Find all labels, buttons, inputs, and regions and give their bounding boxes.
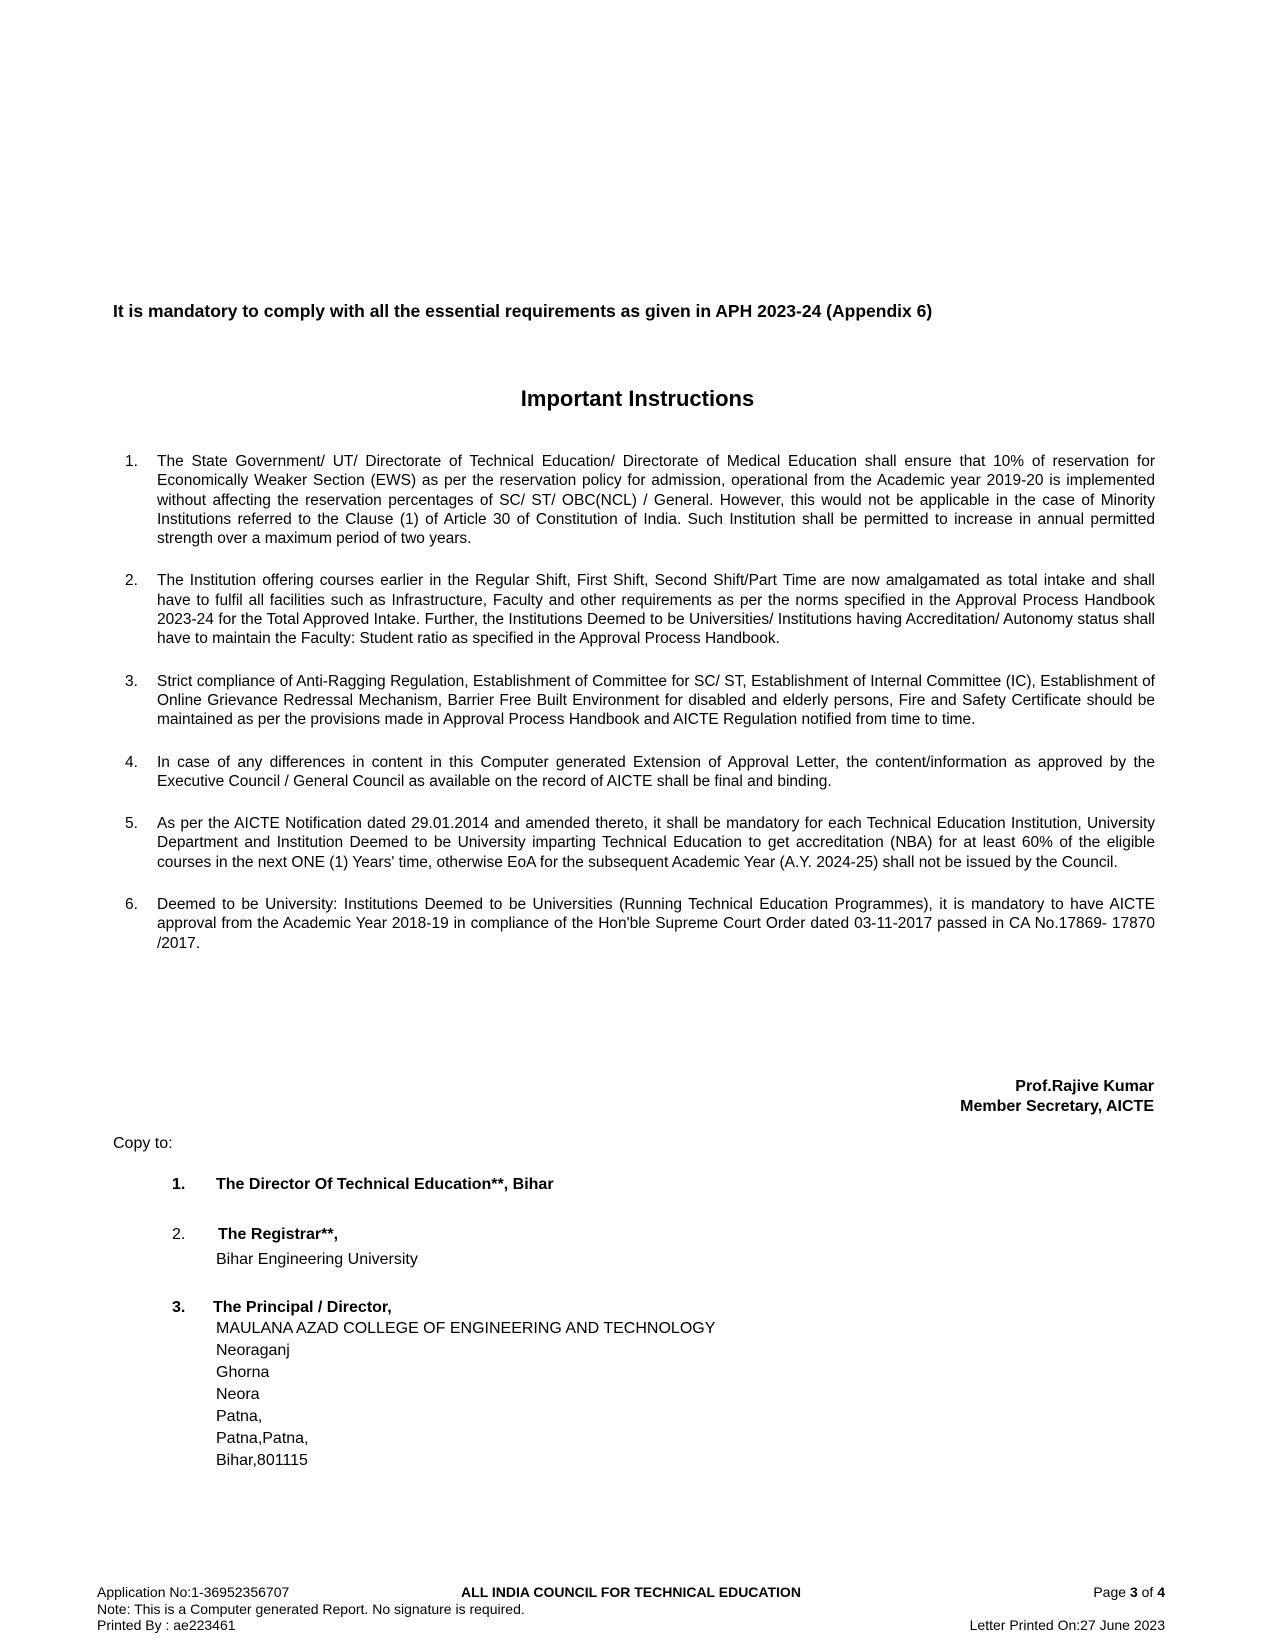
instruction-item — [125, 571, 1155, 648]
copy-to-address-line: Bihar,801115 — [216, 1452, 308, 1469]
page-total: 4 — [1157, 1584, 1165, 1600]
copy-to-address-line: Neoraganj — [216, 1342, 290, 1359]
copy-to-recipient: The Principal / Director, — [213, 1299, 392, 1316]
instruction-number: 4. — [125, 753, 138, 771]
copy-to-address-line: Neora — [216, 1386, 260, 1403]
signatory-block — [960, 1077, 1154, 1117]
copy-to-address-line: MAULANA AZAD COLLEGE OF ENGINEERING AND TECHNOLOGY — [216, 1320, 716, 1337]
copy-to-address — [216, 1318, 715, 1472]
copy-to-address-line: Bihar Engineering University — [216, 1251, 418, 1268]
instruction-number: 6. — [125, 896, 138, 914]
page-number — [1093, 1584, 1165, 1601]
copy-to-recipient: The Registrar**, — [218, 1226, 339, 1243]
mandatory-compliance-note: It is mandatory to comply with all the essential requirements as given in APH 2023-24 (Appendix 6) — [113, 301, 933, 321]
copy-to-recipient: The Director Of Technical Education**, Bihar — [216, 1176, 554, 1193]
instructions-list — [125, 452, 1155, 976]
printed-on-date: Letter Printed On:27 June 2023 — [969, 1617, 1165, 1633]
page-footer — [97, 1584, 1165, 1634]
copy-to-address-line: Ghorna — [216, 1364, 270, 1381]
page-heading — [0, 386, 1275, 412]
instruction-item — [125, 672, 1155, 730]
page-prefix: Page — [1093, 1584, 1130, 1600]
instruction-number: 5. — [125, 815, 138, 833]
copy-to-number: 3. — [172, 1299, 186, 1316]
instruction-item — [125, 814, 1155, 872]
page-of: of — [1137, 1584, 1158, 1600]
instruction-text: In case of any differences in content in this Computer generated Extension of Approval Letter, the content/information as approved by the Executive Council / General Council as available on the record of AICTE shall be final and binding. — [157, 753, 1155, 790]
application-number: Application No:1-36952356707 — [97, 1584, 290, 1600]
instruction-text: As per the AICTE Notification dated 29.01.2014 and amended thereto, it shall be mandatory for each Technical Education Institution, University Department and Institution Deemed to be University imparting Technical Education to get accreditation (NBA) for at least 60% of the eligible courses in the next ONE (1) Years' time, otherwise EoA for the subsequent Academic Year (A.Y. 2024-25) shall not be issued by the Council. — [157, 815, 1155, 871]
computer-generated-note: Note: This is a Computer generated Report. No signature is required. — [97, 1600, 525, 1617]
copy-to-address-line: Patna,Patna, — [216, 1430, 309, 1447]
instruction-text: The State Government/ UT/ Directorate of Technical Education/ Directorate of Medical Education shall ensure that 10% of reservation for Economically Weaker Section (EWS) as per the reservation policy for admission, operational from the Academic year 2019-20 is implemented without affecting the reservation percentages of SC/ ST/ OBC(NCL) / General. However, this would not be applicable in the case of Minority Institutions referred to the Clause (1) of Article 30 of Constitution of India. Such Institution shall be permitted to increase in annual permitted strength over a maximum period of two years. — [157, 453, 1155, 548]
instruction-item — [125, 753, 1155, 792]
instruction-number: 2. — [125, 572, 138, 590]
instruction-text: The Institution offering courses earlier in the Regular Shift, First Shift, Second Shift/Part Time are now amalgamated as total intake and shall have to fulfil all facilities such as Infrastructure, Faculty and other requirements as per the norms specified in the Approval Process Handbook 2023-24 for the Total Approved Intake. Further, the Institutions Deemed to be Universities/ Institutions having Accreditation/ Autonomy status shall have to maintain the Faculty: Student ratio as specified in the Approval Process Handbook. — [157, 572, 1155, 648]
copy-to-address-line: Patna, — [216, 1408, 263, 1425]
instruction-number: 3. — [125, 672, 138, 690]
heading-text: Important Instructions — [520, 386, 755, 411]
page-current: 3 — [1129, 1584, 1138, 1600]
instruction-number: 1. — [125, 453, 138, 470]
copy-to-label: Copy to: — [113, 1135, 173, 1152]
instruction-text: Deemed to be University: Institutions Deemed to be Universities (Running Technical Education Programmes), it is mandatory to have AICTE approval from the Academic Year 2018-19 in compliance of the Hon'ble Supreme Court Order dated 03-11-2017 passed in CA No.17869- 17870 /2017. — [157, 896, 1155, 952]
instruction-item — [125, 895, 1155, 953]
signatory-designation: Member Secretary, AICTE — [960, 1098, 1154, 1115]
printed-by: Printed By : ae223461 — [97, 1617, 236, 1633]
instruction-item — [125, 452, 1155, 548]
signatory-name: Prof.Rajive Kumar — [1015, 1078, 1154, 1095]
copy-to-number: 1. — [172, 1176, 186, 1193]
council-name: ALL INDIA COUNCIL FOR TECHNICAL EDUCATION — [461, 1584, 801, 1600]
instruction-text: Strict compliance of Anti-Ragging Regulation, Establishment of Committee for SC/ ST, Establishment of Internal Committee (IC), Establishment of Online Grievance Redressal Mechanism, Barrier Free Built Environment for disabled and elderly persons, Fire and Safety Certificate should be maintained as per the provisions made in Approval Process Handbook and AICTE Regulation notified from time to time. — [157, 672, 1155, 729]
copy-to-number: 2. — [172, 1226, 186, 1243]
